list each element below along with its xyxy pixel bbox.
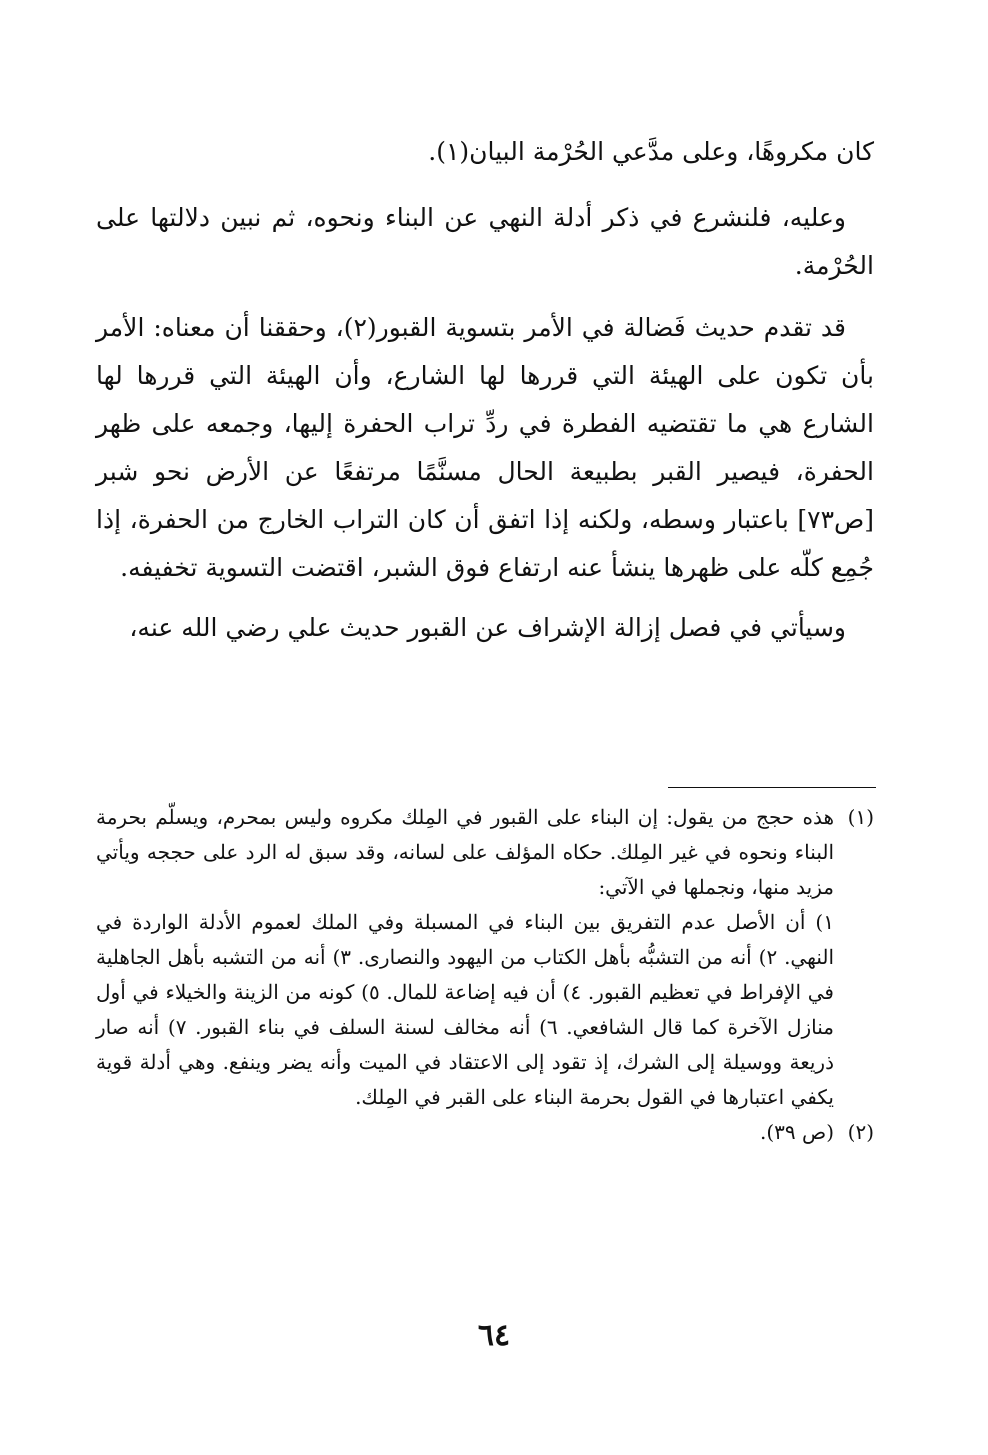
footnote-2	[96, 1115, 874, 1150]
paragraph: قد تقدم حديث فَضالة في الأمر بتسوية القبور(٢)، وحققنا أن معناه: الأمر بأن تكون على الهيئة التي قررها لها الشارع، وأن الهيئة التي قررها لها الشارع هي ما تقتضيه الفطرة في ردِّ تراب الحفرة إليها، وجمعه على ظهر الحفرة، فيصير القبر بطبيعة الحال مسنَّمًا مرتفعًا عن الأرض نحو شبر [ص٧٣] باعتبار وسطه، ولكنه إذا اتفق أن كان التراب الخارج من الحفرة، إذا جُمِع كلّه على ظهرها ينشأ عنه ارتفاع فوق الشبر، اقتضت التسوية تخفيفه.	[96, 313, 874, 582]
paragraph: كان مكروهًا، وعلى مدَّعي الحُرْمة البيان(١).	[428, 137, 874, 166]
footnote-marker: (١)	[847, 805, 874, 829]
footnotes	[96, 800, 874, 1150]
footnote-paragraph: ١) أن الأصل عدم التفريق بين البناء في المسبلة وفي الملك لعموم الأدلة الواردة في النهي. ٢) أنه من التشبُّه بأهل الكتاب من اليهود والنصارى. ٣) أنه من التشبه بأهل الجاهلية في الإفراط في تعظيم القبور. ٤) أن فيه إضاعة للمال. ٥) كونه من الزينة والخيلاء في أول منازل الآخرة كما قال الشافعي. ٦) أنه مخالف لسنة السلف في بناء القبور. ٧) أنه صار ذريعة ووسيلة إلى الشرك، إذ تقود إلى الاعتقاد في الميت وأنه يضر وينفع. وهي أدلة قوية يكفي اعتبارها في القول بحرمة البناء على القبر في المِلك.	[96, 910, 835, 1109]
footnote-marker: (٢)	[847, 1120, 874, 1144]
footnote-1	[96, 800, 874, 1115]
footnote-paragraph: هذه حجج من يقول: إن البناء على القبور في المِلك مكروه وليس بمحرم، ويسلّم بحرمة البناء ونحوه في غير المِلك. حكاه المؤلف على لسانه، وقد سبق له الرد على حججه ويأتي مزيد منها، ونجملها في الآتي:	[96, 805, 834, 899]
paragraph: وسيأتي في فصل إزالة الإشراف عن القبور حديث علي رضي الله عنه،	[129, 613, 846, 642]
footnote-separator	[668, 787, 876, 788]
footnote-paragraph: (ص ٣٩).	[760, 1120, 834, 1144]
paragraph: وعليه، فلنشرع في ذكر أدلة النهي عن البناء ونحوه، ثم نبين دلالتها على الحُرْمة.	[96, 203, 874, 280]
main-text	[96, 128, 874, 652]
page-number: ٦٤	[477, 1318, 511, 1353]
footnote-body	[96, 800, 834, 1115]
footnote-body	[96, 1115, 834, 1150]
